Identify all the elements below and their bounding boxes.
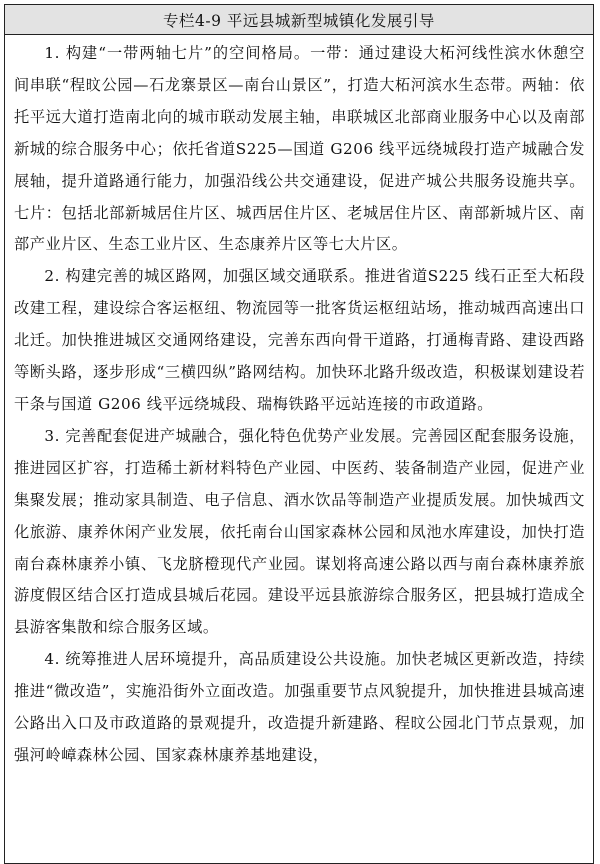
box-content [5,35,593,772]
paragraph-3: 3. 完善配套促进产城融合，强化特色优势产业发展。完善园区配套服务设施，推进园区扩容，打造稀土新材料特色产业园、中医药、装备制造产业园，促进产业集聚发展；推动家具制造、电子信息、酒水饮品等制造产业提质发展。加快城西文化旅游、康养休闲产业发展，依托南台山国家森林公园和凤池水库建设，加快打造南台森林康养小镇、飞龙脐橙现代产业园。谋划将高速公路以西与南台森林康养旅游度假区结合区打造成县城后花园。建设平远县旅游综合服务区，把县城打造成全县游客集散和综合服务区域。 [14,426,585,637]
paragraph-2: 2. 构建完善的城区路网，加强区域交通联系。推进省道S225 线石正至大柘段改建工程，建设综合客运枢纽、物流园等一批客货运枢纽站场，推动城西高速出口北迁。加快推进城区交通网络建设，完善东西向骨干道路，打通梅青路、建设西路等断头路，逐步形成“三横四纵”路网结构。加快环北路升级改造，积极谋划建设若干条与国道 G206 线平远绕城段、瑞梅铁路平远站连接的市政道路。 [14,267,585,413]
feature-box [4,4,594,864]
box-title: 专栏4-9 平远县城新型城镇化发展引导 [5,5,593,35]
paragraph-4: 4. 统筹推进人居环境提升，高品质建设公共设施。加快老城区更新改造，持续推进“微改造”，实施沿街外立面改造。加强重要节点风貌提升，加快推进县城高速公路出入口及市政道路的景观提升，改造提升新建路、程旼公园北门节点景观，加强河岭嶂森林公园、国家森林康养基地建设， [14,650,585,764]
paragraph-1: 1. 构建“一带两轴七片”的空间格局。一带：通过建设大柘河线性滨水休憩空间串联“程旼公园—石龙寨景区—南台山景区”，打造大柘河滨水生态带。两轴：依托平远大道打造南北向的城市联动发展主轴，串联城区北部商业服务中心以及南部新城的综合服务中心；依托省道S225—国道 G206 线平远绕城段打造产城融合发展轴，提升道路通行能力，加强沿线公共交通建设，促进产城公共服务设施共享。七片：包括北部新城居住片区、城西居住片区、老城居住片区、南部新城片区、南部产业片区、生态工业片区、生态康养片区等七大片区。 [14,44,585,254]
